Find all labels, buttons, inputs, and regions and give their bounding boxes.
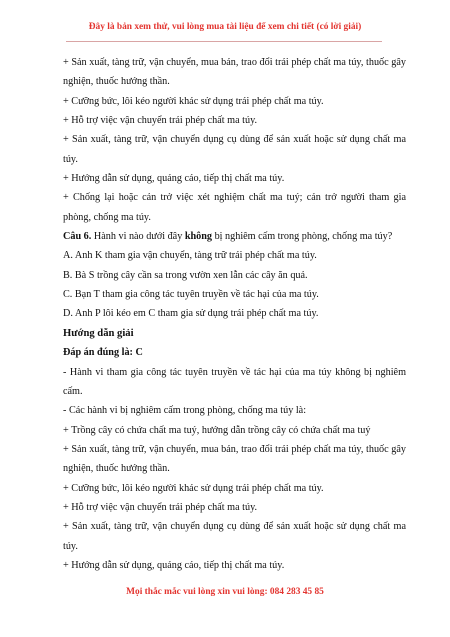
solution-heading: Hướng dẫn giải xyxy=(63,327,134,339)
prohibited-list xyxy=(63,421,406,576)
list-item: + Sản xuất, tàng trữ, vận chuyển dụng cụ dùng để sản xuất hoặc sử dụng chất ma túy. xyxy=(63,521,406,552)
question-text-before: Hành vi nào dưới đây xyxy=(91,231,185,243)
correct-answer: Đáp án đúng là: C xyxy=(63,347,143,359)
list-item: + Chống lại hoặc cản trở việc xét nghiệm chất ma tuý; cản trở người tham gia phòng, chống ma túy. xyxy=(63,192,406,223)
preview-notice: Đây là bản xem thử, vui lòng mua tài liệu để xem chi tiết (có lời giải) xyxy=(88,22,362,32)
footer-contact: Mọi thắc mắc vui lòng xin vui lòng: 084 283 45 85 xyxy=(126,587,324,597)
list-item: + Sản xuất, tàng trữ, vận chuyển, mua bán, trao đổi trái phép chất ma túy, thuốc gây nghiện, thuốc hướng thần. xyxy=(63,443,406,475)
option-d: D. Anh P lôi kéo em C tham gia sử dụng trái phép chất ma túy. xyxy=(63,308,319,320)
header-divider xyxy=(66,41,382,42)
explanation: - Hành vi tham gia công tác tuyên truyền về tác hại của ma túy không bị nghiêm cấm. xyxy=(63,366,406,397)
list-item: + Hỗ trợ việc vận chuyển trái phép chất ma túy. xyxy=(63,115,258,127)
question-stem xyxy=(63,227,406,246)
question-emphasis: không xyxy=(184,231,213,243)
question-label: Câu 6. xyxy=(63,231,92,243)
document-body xyxy=(63,53,406,575)
list-item: + Trồng cây có chứa chất ma tuý, hướng dẫn trồng cây có chứa chất ma tuý xyxy=(63,424,371,436)
list-item: + Sản xuất, tàng trữ, vận chuyển dụng cụ dùng để sản xuất hoặc sử dụng chất ma túy. xyxy=(63,134,406,165)
question-text-after: bị nghiêm cấm trong phòng, chống ma túy? xyxy=(212,231,393,243)
intro-list xyxy=(63,53,406,227)
list-item: + Hỗ trợ việc vận chuyển trái phép chất ma túy. xyxy=(63,501,258,513)
list-item: + Hướng dẫn sử dụng, quảng cáo, tiếp thị chất ma túy. xyxy=(63,559,285,571)
option-b: B. Bà S trồng cây cần sa trong vườn xen lẫn các cây ăn quả. xyxy=(63,269,308,281)
list-item: + Sản xuất, tàng trữ, vận chuyển, mua bán, trao đổi trái phép chất ma túy, thuốc gây nghiện, thuốc hướng thần. xyxy=(63,57,406,88)
option-a: A. Anh K tham gia vận chuyển, tàng trữ trái phép chất ma túy. xyxy=(63,250,317,262)
prohibited-list-intro: - Các hành vi bị nghiêm cấm trong phòng, chống ma túy là: xyxy=(63,405,307,417)
list-item: + Cưỡng bức, lôi kéo người khác sử dụng trái phép chất ma túy. xyxy=(63,482,324,494)
option-c: C. Bạn T tham gia công tác tuyên truyền về tác hại của ma túy. xyxy=(63,289,319,301)
list-item: + Cưỡng bức, lôi kéo người khác sử dụng trái phép chất ma túy. xyxy=(63,95,324,107)
list-item: + Hướng dẫn sử dụng, quảng cáo, tiếp thị chất ma túy. xyxy=(63,173,285,185)
